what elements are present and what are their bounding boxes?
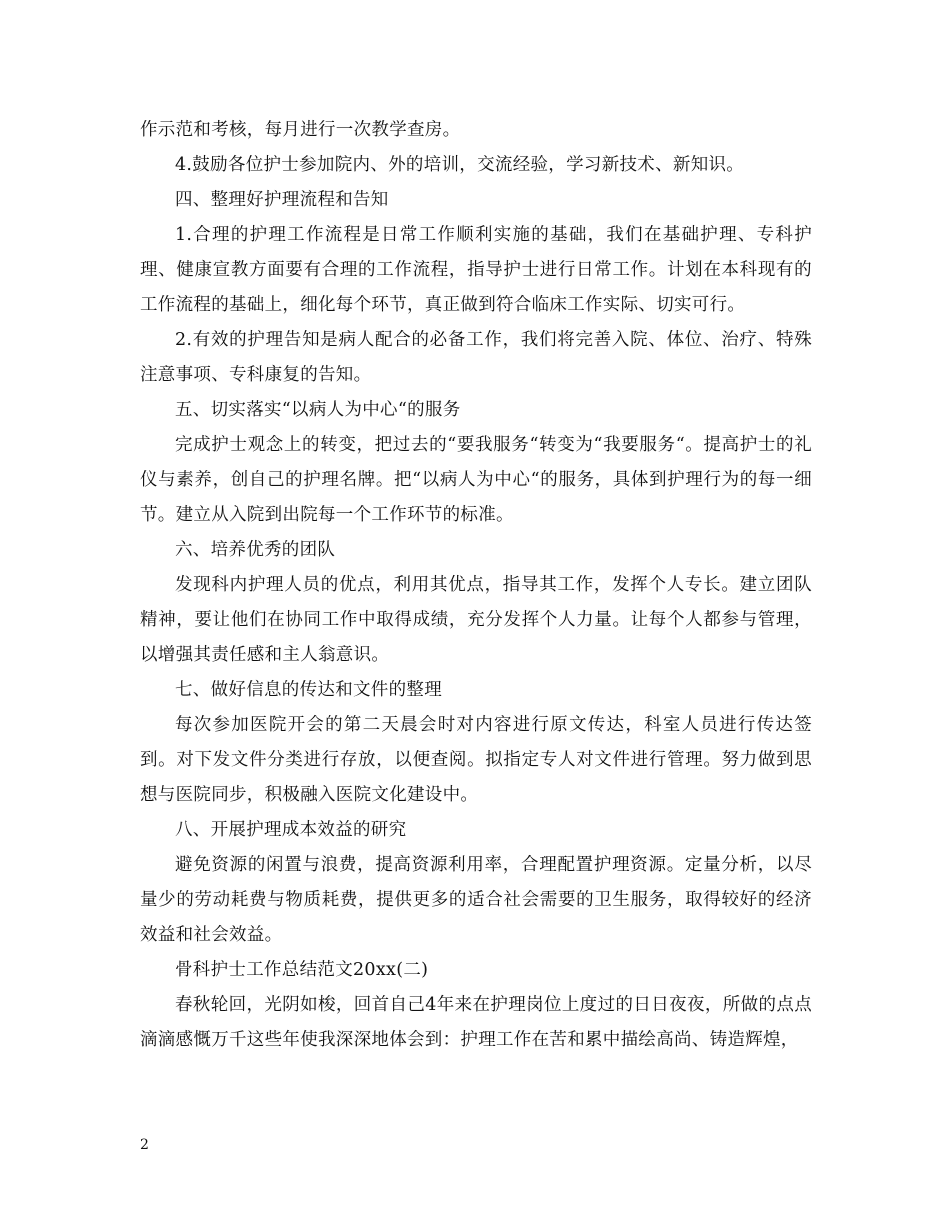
document-body bbox=[140, 113, 812, 1058]
section-heading: 五、切实落实“以病人为中心“的服务 bbox=[175, 400, 461, 420]
paragraph: 作示范和考核，每月进行一次教学查房。 bbox=[140, 120, 461, 140]
section-heading: 六、培养优秀的团队 bbox=[175, 540, 336, 560]
paragraph: 发现科内护理人员的优点，利用其优点，指导其工作，发挥个人专长。建立团队精神，要让他们在协同工作中取得成绩，充分发挥个人力量。让每个人都参与管理，以增强其责任感和主人翁意识。 bbox=[140, 575, 812, 665]
paragraph: 每次参加医院开会的第二天晨会时对内容进行原文传达，科室人员进行传达签到。对下发文件分类进行存放，以便查阅。拟指定专人对文件进行管理。努力做到思想与医院同步，积极融入医院文化建设中。 bbox=[140, 715, 812, 805]
paragraph: 4.鼓励各位护士参加院内、外的培训，交流经验，学习新技术、新知识。 bbox=[175, 155, 745, 175]
section-heading: 四、整理好护理流程和告知 bbox=[175, 190, 389, 210]
section-heading: 七、做好信息的传达和文件的整理 bbox=[175, 680, 442, 700]
section-heading: 八、开展护理成本效益的研究 bbox=[175, 820, 407, 840]
page-number: 2 bbox=[140, 1137, 149, 1153]
paragraph: 春秋轮回，光阴如梭，回首自己4年来在护理岗位上度过的日日夜夜，所做的点点滴滴感慨万千这些年使我深深地体会到：护理工作在苦和累中描绘高尚、铸造辉煌， bbox=[140, 995, 812, 1050]
paragraph: 1.合理的护理工作流程是日常工作顺利实施的基础，我们在基础护理、专科护理、健康宣教方面要有合理的工作流程，指导护士进行日常工作。计划在本科现有的工作流程的基础上，细化每个环节，真正做到符合临床工作实际、切实可行。 bbox=[140, 225, 812, 315]
paragraph: 完成护士观念上的转变，把过去的“要我服务“转变为“我要服务“。提高护士的礼仪与素养，创自己的护理名牌。把“以病人为中心“的服务，具体到护理行为的每一细节。建立从入院到出院每一个工作环节的标准。 bbox=[140, 435, 812, 525]
article-title: 骨科护士工作总结范文20xx(二) bbox=[175, 960, 429, 980]
paragraph: 2.有效的护理告知是病人配合的必备工作，我们将完善入院、体位、治疗、特殊注意事项、专科康复的告知。 bbox=[140, 330, 812, 385]
paragraph: 避免资源的闲置与浪费，提高资源利用率，合理配置护理资源。定量分析，以尽量少的劳动耗费与物质耗费，提供更多的适合社会需要的卫生服务，取得较好的经济效益和社会效益。 bbox=[140, 855, 812, 945]
